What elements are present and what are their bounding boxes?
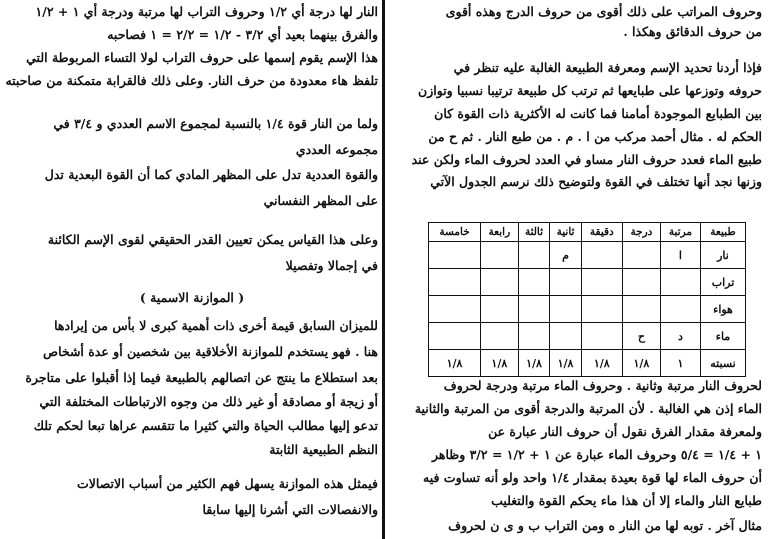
table-cell	[481, 296, 519, 323]
right-column	[392, 0, 762, 539]
text-line: على المظهر النفساني	[263, 193, 378, 208]
column-divider	[382, 0, 385, 539]
table-cell: نسبته	[701, 350, 746, 377]
text-line: النار لها درجة أي ١/٢ وحروف التراب لها مرتبة ودرجة أي ١ + ١/٢	[35, 4, 378, 19]
table-cell	[581, 296, 622, 323]
text-line: مجموعه العددي	[295, 142, 378, 157]
text-line: ١ + ١/٤ = ٥/٤ وحروف الماء عبارة عن ١ + ١/٢ = ٣/٢ وظاهر	[431, 447, 762, 462]
text-line: فيمثل هذه الموازنة يسهل فهم الكثير من أسباب الاتصالات	[76, 476, 378, 491]
table-cell	[429, 242, 481, 269]
table-cell	[429, 296, 481, 323]
table-header-cell: خامسة	[429, 223, 481, 242]
table-row	[429, 242, 746, 269]
text-line: بعد استطلاع ما ينتج عن اتصالهم بالطبيعة فيما إذا أقبلوا على متاجرة	[25, 370, 378, 385]
text-line: طبايع النار والماء إلا أن هذا ماء يحكم القوة والتغليب	[491, 493, 762, 508]
table-cell	[660, 269, 700, 296]
table-cell	[481, 242, 519, 269]
table-cell	[581, 323, 622, 350]
table-cell: د	[660, 323, 700, 350]
table-cell: ١/٨	[550, 350, 581, 377]
section-heading: ( الموازنة الاسمية )	[139, 290, 245, 305]
text-line: هنا . فهو يستخدم للموازنة الأخلاقية بين شخصين أو عدة أشخاص	[42, 344, 378, 359]
table-header-cell: ثانية	[550, 223, 581, 242]
table-cell	[581, 269, 622, 296]
table-cell	[550, 323, 581, 350]
table-header-cell: طبيعة	[701, 223, 746, 242]
text-line: من حروف الدقائق وهكذا .	[623, 24, 762, 39]
table-cell	[481, 269, 519, 296]
table-cell	[622, 242, 660, 269]
text-line: تدعو إليها مطالب الحياة والتي كثيرا ما تتقسم عراها تبعا لحكم تلك	[33, 418, 378, 433]
text-line: حروفه وتوزعها على طبايعها ثم ترتب كل طبيعة ترتيبا نسبيا وتوازن	[418, 83, 762, 98]
table-cell	[429, 269, 481, 296]
table-cell: هواء	[701, 296, 746, 323]
text-line: فإذا أردنا تحديد الإسم ومعرفة الطبيعة الغالبة عليه تنظر في	[453, 60, 762, 75]
table-cell	[518, 269, 550, 296]
table-row	[429, 350, 746, 377]
table-cell: ١/٨	[581, 350, 622, 377]
table-cell	[429, 323, 481, 350]
table-cell	[550, 296, 581, 323]
table-header-cell: ثالثة	[518, 223, 550, 242]
table-row	[429, 323, 746, 350]
text-line: هذا الإسم يقوم إسمها على حروف التراب لولا التساء المربوطة التي	[26, 50, 378, 65]
table-cell: ١	[660, 350, 700, 377]
text-line: ولما من النار قوة ١/٤ بالنسبة لمجموع الاسم العددي و ٣/٤ في	[53, 116, 378, 131]
table-cell	[581, 242, 622, 269]
text-line: بين الطبايع الموجودة أمامنا فما كانت له الأكثرية ذات القوة كان	[434, 106, 762, 121]
table-cell: ١/٨	[481, 350, 519, 377]
table-header-cell: درجة	[622, 223, 660, 242]
table-row	[429, 269, 746, 296]
nature-table	[428, 222, 746, 377]
text-line: وحروف المراتب على ذلك أقوى من حروف الدرج وهذه أقوى	[445, 4, 762, 19]
text-line: ولمعرفة مقدار الفرق نقول أن حروف النار عبارة عن	[488, 424, 762, 439]
table-cell	[550, 269, 581, 296]
left-column	[6, 0, 378, 539]
text-line: أن حروف الماء لها قوة بعيدة بمقدار ١/٤ واحد ولو أنه تساوت فيه	[423, 470, 762, 485]
table-cell: ١/٨	[518, 350, 550, 377]
text-line: وعلى هذا القياس يمكن تعيين القدر الحقيقي لقوى الإسم الكائنة	[47, 232, 378, 247]
table-header-cell: دقيقة	[581, 223, 622, 242]
text-line: الماء إذن هي الغالبة . لأن المرتبة والدرجة أقوى من المرتبة والثانية	[414, 401, 762, 416]
table-header-row	[429, 223, 746, 242]
text-line: لحروف النار مرتبة وثانية . وحروف الماء مرتبة ودرجة لحروف	[443, 378, 762, 393]
text-line: في إجمالا وتفصيلا	[285, 258, 378, 273]
text-line: والفرق بينهما بعيد أي ٣/٢ - ١/٢ = ٢/٢ = ١ فصاحبه	[107, 27, 378, 42]
table-cell	[481, 323, 519, 350]
table-cell: م	[550, 242, 581, 269]
table-cell	[518, 296, 550, 323]
table-cell: تراب	[701, 269, 746, 296]
table-cell: ١/٨	[622, 350, 660, 377]
text-line: النظم الطبيعية الثابتة	[269, 442, 378, 457]
table-cell	[622, 296, 660, 323]
text-line: والقوة العددية تدل على المظهر المادي كما أن القوة البعدية تدل	[44, 167, 378, 182]
table-header-cell: رابعة	[481, 223, 519, 242]
text-line: مثال آخر . توبه لها من النار ه ومن التراب ب و ى ن لحروف	[448, 518, 762, 533]
table-cell	[518, 242, 550, 269]
text-line: تلفظ هاء معدودة من حرف النار. وعلى ذلك فالقرابة متمكنة من صاحبته	[5, 73, 378, 88]
table-cell	[622, 269, 660, 296]
text-line: الحكم له . مثال أحمد مركب من ا . م . من طبع النار . ثم ح من	[428, 129, 762, 144]
table-cell	[660, 296, 700, 323]
text-line: للميزان السابق قيمة أخرى ذات أهمية كبرى لا بأس من إيرادها	[54, 318, 378, 333]
table-header-cell: مرتبة	[660, 223, 700, 242]
table-cell: ا	[660, 242, 700, 269]
text-line: أو زيجة أو مصادقة أو غير ذلك من وجوه الارتباطات المختلفة التي	[39, 394, 378, 409]
table-row	[429, 296, 746, 323]
table-cell	[518, 323, 550, 350]
text-line: طبيع الماء فعدد حروف النار مساو في العدد لحروف الماء ولكن عند	[411, 152, 762, 167]
table-cell: نار	[701, 242, 746, 269]
table-cell: ١/٨	[429, 350, 481, 377]
text-line: والانفصالات التي أشرنا إليها سابقا	[202, 502, 378, 517]
text-line: وزنها نجد أنها تختلف في القوة ولتوضيح ذلك نرسم الجدول الآتي	[430, 174, 762, 189]
table-cell: ح	[622, 323, 660, 350]
table-cell: ماء	[701, 323, 746, 350]
